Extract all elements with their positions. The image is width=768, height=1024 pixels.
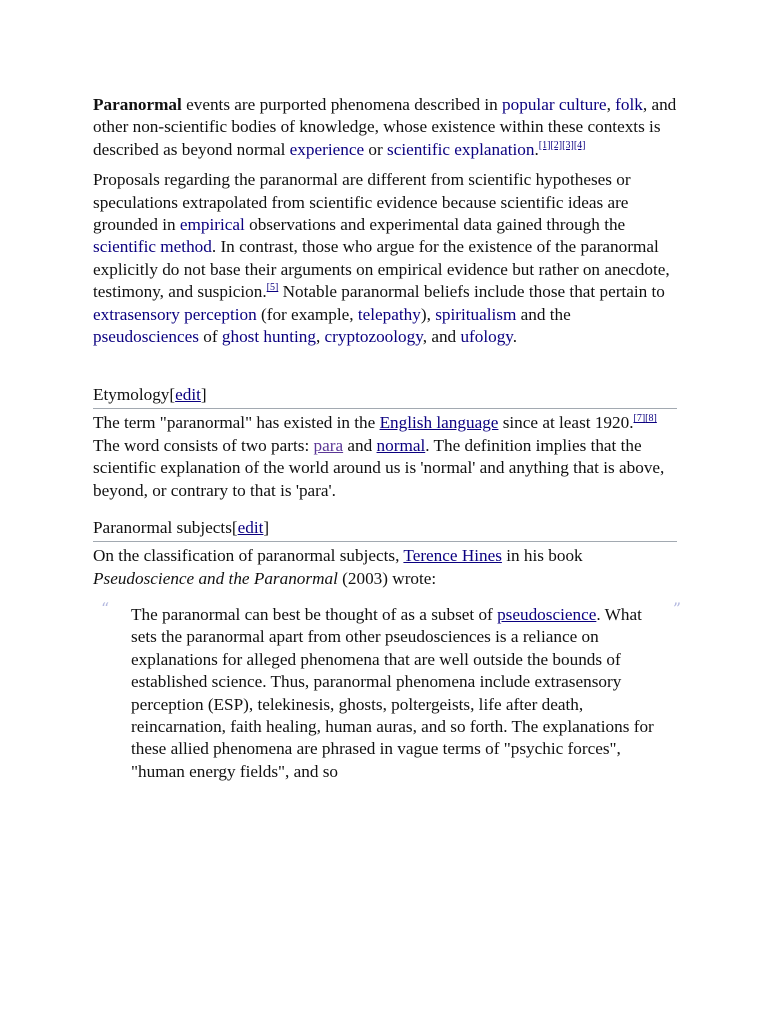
link-terence-hines[interactable]: Terence Hines: [403, 546, 502, 566]
link-popular-culture[interactable]: popular culture: [502, 95, 607, 114]
link-empirical[interactable]: empirical: [179, 215, 245, 235]
etymology-citations: [634, 413, 657, 424]
quote-text: The paranormal can best be thought of as a subset of pseudoscience. What sets the paranormal apart from other pseudosciences is a reliance on explanations for alleged phenomena that are well outside the bounds of established science. Thus, paranormal phenomena include extrasensory perception (ESP), telekinesis, ghosts, poltergeists, life after death, reincarnation, faith healing, human auras, and so forth. The explanations for these allied phenomena are phrased in vague terms of "psychic forces", "human energy fields", and so: [131, 604, 654, 781]
intro-term: Paranormal: [93, 95, 182, 114]
article-body: [93, 94, 681, 783]
intro-paragraph: Paranormal events are purported phenomena described in popular culture, folk, and other non-scientific bodies of knowledge, whose existence within these contexts is described as beyond normal experience or scientific explanation.[1][2][3][4]: [93, 95, 677, 159]
etymology-paragraph: The term "paranormal" has existed in the English language since at least 1920.[7][8] The word consists of two parts: para and normal. The definition implies that the scientific explanation of the world around us is 'normal' and anything that is above, beyond, or contrary to that is 'para'.: [93, 413, 665, 500]
link-pseudosciences[interactable]: pseudosciences: [93, 327, 199, 347]
open-quote-icon: “: [101, 598, 110, 618]
citation-7[interactable]: [7]: [633, 413, 646, 425]
subjects-edit-link[interactable]: edit: [237, 518, 264, 538]
link-telepathy[interactable]: telepathy: [357, 304, 421, 324]
link-para[interactable]: para: [313, 435, 344, 455]
subjects-heading: Paranormal subjects[edit]: [93, 517, 677, 542]
citation-3[interactable]: [3]: [562, 139, 574, 151]
citation-8[interactable]: [8]: [645, 413, 657, 425]
blockquote: [93, 598, 681, 783]
link-folk[interactable]: folk: [615, 95, 643, 114]
book-title: Pseudoscience and the Paranormal: [93, 568, 338, 588]
subjects-paragraph: On the classification of paranormal subjects, Terence Hines in his book Pseudoscience and the Paranormal (2003) wrote:: [93, 546, 583, 588]
citation-2[interactable]: [2]: [550, 139, 563, 151]
citation-5[interactable]: [5]: [266, 282, 279, 294]
proposals-paragraph: Proposals regarding the paranormal are different from scientific hypotheses or speculations extrapolated from scientific evidence because scientific ideas are grounded in empirical observations and experimental data gained through the scientific method. In contrast, those who argue for the existence of the paranormal explicitly do not base their arguments on empirical evidence but rather on anecdote, testimony, and suspicion.[5] Notable paranormal beliefs include those that pertain to extrasensory perception (for example, telepathy), spiritualism and the pseudosciences of ghost hunting, cryptozoology, and ufology.: [93, 170, 670, 347]
link-cryptozoology[interactable]: cryptozoology: [324, 327, 423, 347]
citation-5-wrap: [267, 282, 279, 293]
citation-1[interactable]: [1]: [538, 139, 551, 151]
close-quote-icon: ”: [672, 598, 681, 618]
etymology-heading: Etymology[edit]: [93, 384, 677, 409]
link-extrasensory-perception[interactable]: extrasensory perception: [93, 304, 257, 324]
link-experience[interactable]: experience: [289, 139, 365, 159]
link-normal[interactable]: normal: [376, 435, 426, 455]
etymology-heading-text: Etymology: [93, 385, 170, 405]
link-spiritualism[interactable]: spiritualism: [435, 304, 517, 324]
link-scientific-method[interactable]: scientific method: [93, 237, 212, 257]
link-english-language[interactable]: English language: [379, 413, 499, 433]
intro-citations: [539, 140, 586, 151]
etymology-edit-link[interactable]: edit: [175, 385, 201, 405]
link-ghost-hunting[interactable]: ghost hunting: [221, 327, 316, 347]
link-ufology[interactable]: ufology: [460, 327, 513, 347]
subjects-heading-text: Paranormal subjects: [93, 518, 232, 538]
citation-4[interactable]: [4]: [573, 139, 586, 151]
link-scientific-explanation[interactable]: scientific explanation: [387, 139, 535, 159]
link-pseudoscience[interactable]: pseudoscience: [497, 604, 597, 624]
